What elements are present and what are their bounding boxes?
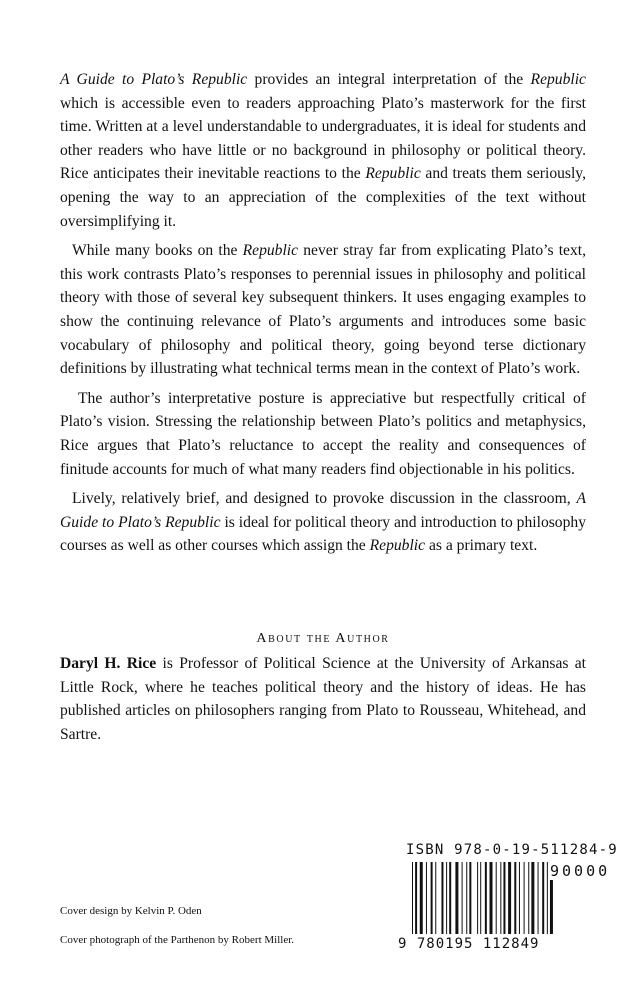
text-run: as a primary text. — [425, 537, 538, 555]
isbn-barcode — [398, 842, 616, 962]
description-paragraph — [60, 387, 586, 481]
title-italic: Republic — [530, 71, 586, 88]
title-italic: Republic — [365, 165, 421, 183]
description-paragraph — [60, 487, 586, 558]
about-author-text — [60, 652, 586, 746]
title-italic: Republic — [369, 537, 426, 555]
isbn-label: ISBN 978-0-19-511284-9 — [406, 842, 618, 858]
text-run: While many books on the — [72, 242, 243, 260]
title-italic: Republic — [242, 242, 299, 260]
author-name: Daryl H. Rice — [60, 655, 157, 672]
author-bio: is Professor of Political Science at the University of Arkansas at Little Rock, where he teaches political theory and the history of ideas. He has published articles on philosophers ranging from Plato to Rousseau, Whitehead, and Sartre. — [60, 655, 587, 743]
description-paragraph — [60, 239, 586, 381]
cover-design-credit: Cover design by Kelvin P. Oden — [60, 905, 202, 917]
title-italic: A Guide to Plato’s Republic — [60, 71, 248, 88]
cover-photo-credit: Cover photograph of the Parthenon by Robert Miller. — [60, 934, 295, 946]
text-run: is ideal for political theory and introduction to philosophy courses as well as other courses which assign the — [60, 513, 586, 555]
text-run: The author’s interpretative posture is appreciative but respectfully critical of Plato’s vision. Stressing the relationship between Plato’s politics and metaphysics, Rice argues that Plato’s reluctance to accept the reality and consequences of finitude accounts for much of what many readers find objectionable in his politics. — [60, 389, 586, 478]
text-run: never stray far from explicating Plato’s text, this work contrasts Plato’s responses to perennial issues in philosophy and political theory with those of several key subsequent thinkers. It uses engaging examples to show the continuing relevance of Plato’s arguments and introduces some basic vocabulary of philosophy and political theory, going beyond terse dictionary definitions by illustrating what technical terms mean in the context of Plato’s work. — [60, 242, 586, 378]
price-code: 90000 — [550, 862, 611, 880]
description-paragraph — [60, 68, 586, 233]
text-run: and treats them seriously, opening the way to an appreciation of the complexities of the text without oversimplifying it. — [60, 165, 586, 230]
title-italic: A Guide to Plato’s Republic — [60, 490, 586, 531]
book-description — [60, 68, 586, 558]
text-run: Lively, relatively brief, and designed to provoke discussion in the classroom, — [72, 490, 577, 508]
text-run: which is accessible even to readers approaching Plato’s masterwork for the first time. Written at a level understandable to undergraduates, it is ideal for students and other readers who have little or no background in philosophy or political theory. Rice anticipates their inevitable reactions to the — [60, 94, 586, 183]
about-author-heading: About the Author — [256, 631, 390, 646]
text-run: provides an integral interpretation of the — [247, 71, 531, 88]
ean-digits: 9 780195 112849 — [398, 936, 540, 952]
